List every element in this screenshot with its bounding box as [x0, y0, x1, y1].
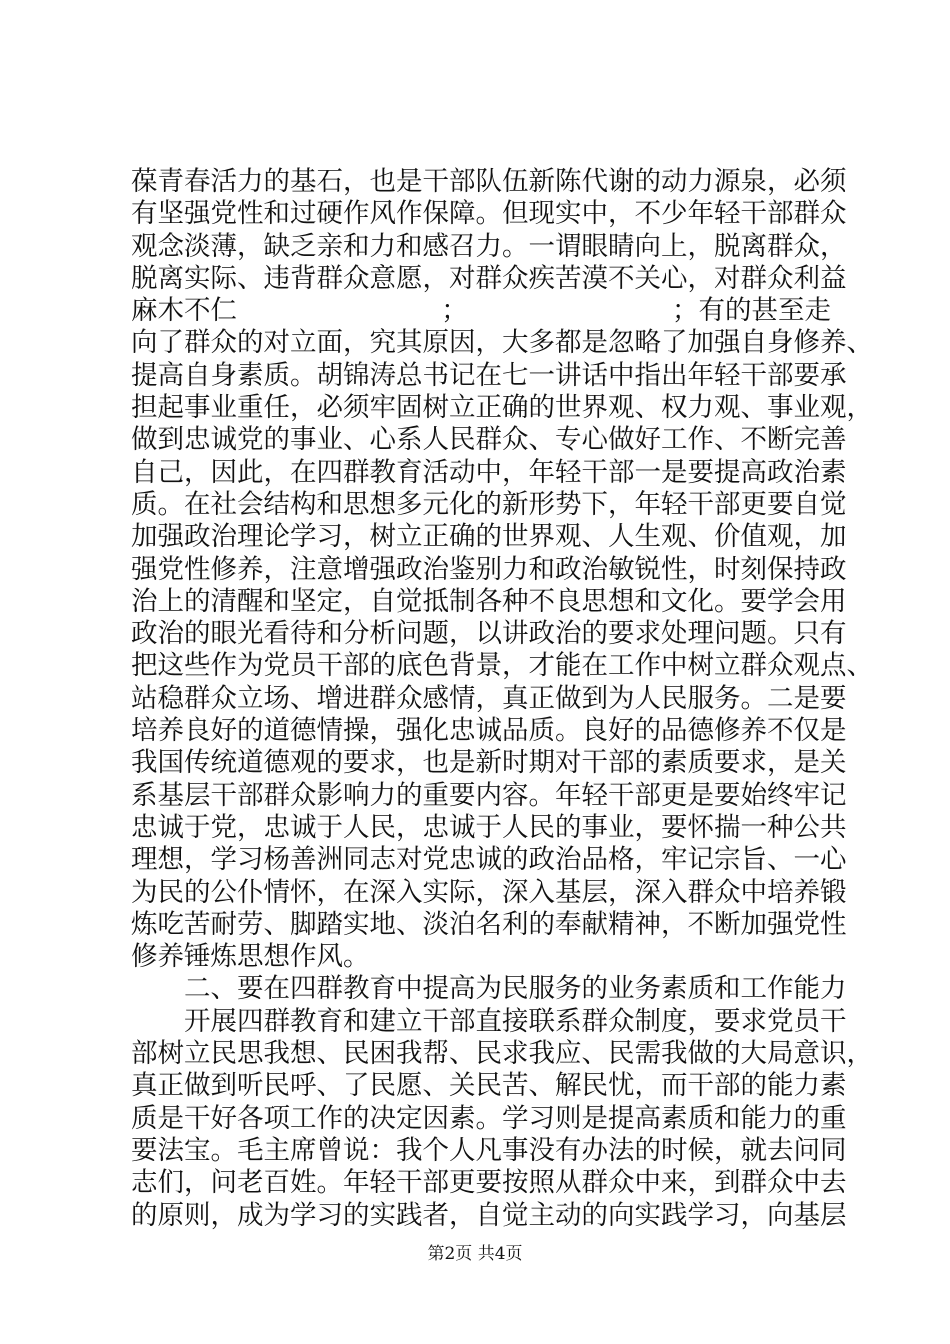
document-body — [131, 166, 873, 1232]
section-heading: 二、要在四群教育中提高为民服务的业务素质和工作能力 — [184, 973, 847, 1005]
text-line: 站稳群众立场、增进群众感情，真正做到为人民服务。二是要 — [131, 682, 847, 714]
text-line: 质是干好各项工作的决定因素。学习则是提高素质和能力的重 — [131, 1102, 847, 1134]
text-line: 要法宝。毛主席曾说：我个人凡事没有办法的时候，就去问同 — [131, 1134, 847, 1166]
text-line: 葆青春活力的基石，也是干部队伍新陈代谢的动力源泉，必须 — [131, 166, 847, 197]
text-line: 脱离实际、违背群众意愿，对群众疾苦漠不关心，对群众利益 — [131, 262, 847, 294]
text-line: 观念淡薄，缺乏亲和力和感召力。一谓眼睛向上，脱离群众， — [131, 230, 847, 262]
page-number-footer: 第2页 共4页 — [427, 1244, 523, 1264]
text-line: 真正做到听民呼、了民愿、关民苦、解民忧，而干部的能力素 — [131, 1070, 847, 1102]
text-line: 为民的公仆情怀，在深入实际，深入基层，深入群众中培养锻 — [131, 876, 847, 908]
text-line: 部树立民思我想、民困我帮、民求我应、民需我做的大局意识， — [131, 1038, 873, 1070]
text-line: 把这些作为党员干部的底色背景，才能在工作中树立群众观点、 — [131, 650, 873, 682]
paragraph-first-line: 开展四群教育和建立干部直接联系群众制度，要求党员干 — [184, 1005, 847, 1037]
text-line: 政治的眼光看待和分析问题，以讲政治的要求处理问题。只有 — [131, 618, 847, 650]
text-fragment: ；有的甚至走 — [672, 295, 831, 327]
text-line: 忠诚于党，忠诚于人民，忠诚于人民的事业，要怀揣一种公共 — [131, 811, 847, 843]
text-fragment: ； — [441, 295, 468, 327]
text-line: 理想，学习杨善洲同志对党忠诚的政治品格，牢记宗旨、一心 — [131, 844, 847, 876]
text-line: 我国传统道德观的要求，也是新时期对干部的素质要求，是关 — [131, 747, 847, 779]
text-line-with-gaps — [131, 295, 831, 327]
text-line: 培养良好的道德情操，强化忠诚品质。良好的品德修养不仅是 — [131, 715, 847, 747]
text-line: 加强政治理论学习，树立正确的世界观、人生观、价值观，加 — [131, 521, 847, 553]
text-line: 自己，因此，在四群教育活动中，年轻干部一是要提高政治素 — [131, 456, 847, 488]
text-line: 担起事业重任，必须牢固树立正确的世界观、权力观、事业观， — [131, 392, 873, 424]
text-line: 炼吃苦耐劳、脚踏实地、淡泊名利的奉献精神，不断加强党性 — [131, 908, 847, 940]
text-line: 系基层干部群众影响力的重要内容。年轻干部更是要始终牢记 — [131, 779, 847, 811]
text-line: 的原则，成为学习的实践者，自觉主动的向实践学习，向基层 — [131, 1199, 847, 1231]
text-line: 治上的清醒和坚定，自觉抵制各种不良思想和文化。要学会用 — [131, 585, 847, 617]
paragraph-end-line: 修养锤炼思想作风。 — [131, 941, 370, 973]
text-line: 向了群众的对立面，究其原因，大多都是忽略了加强自身修养、 — [131, 327, 873, 359]
text-fragment: 麻木不仁 — [131, 295, 237, 327]
text-line: 强党性修养，注意增强政治鉴别力和政治敏锐性，时刻保持政 — [131, 553, 847, 585]
text-line: 质。在社会结构和思想多元化的新形势下，年轻干部更要自觉 — [131, 488, 847, 520]
text-line: 志们，问老百姓。年轻干部更要按照从群众中来，到群众中去 — [131, 1167, 847, 1199]
text-line: 有坚强党性和过硬作风作保障。但现实中，不少年轻干部群众 — [131, 198, 847, 230]
text-line: 提高自身素质。胡锦涛总书记在七一讲话中指出年轻干部要承 — [131, 359, 847, 391]
text-line: 做到忠诚党的事业、心系人民群众、专心做好工作、不断完善 — [131, 424, 847, 456]
